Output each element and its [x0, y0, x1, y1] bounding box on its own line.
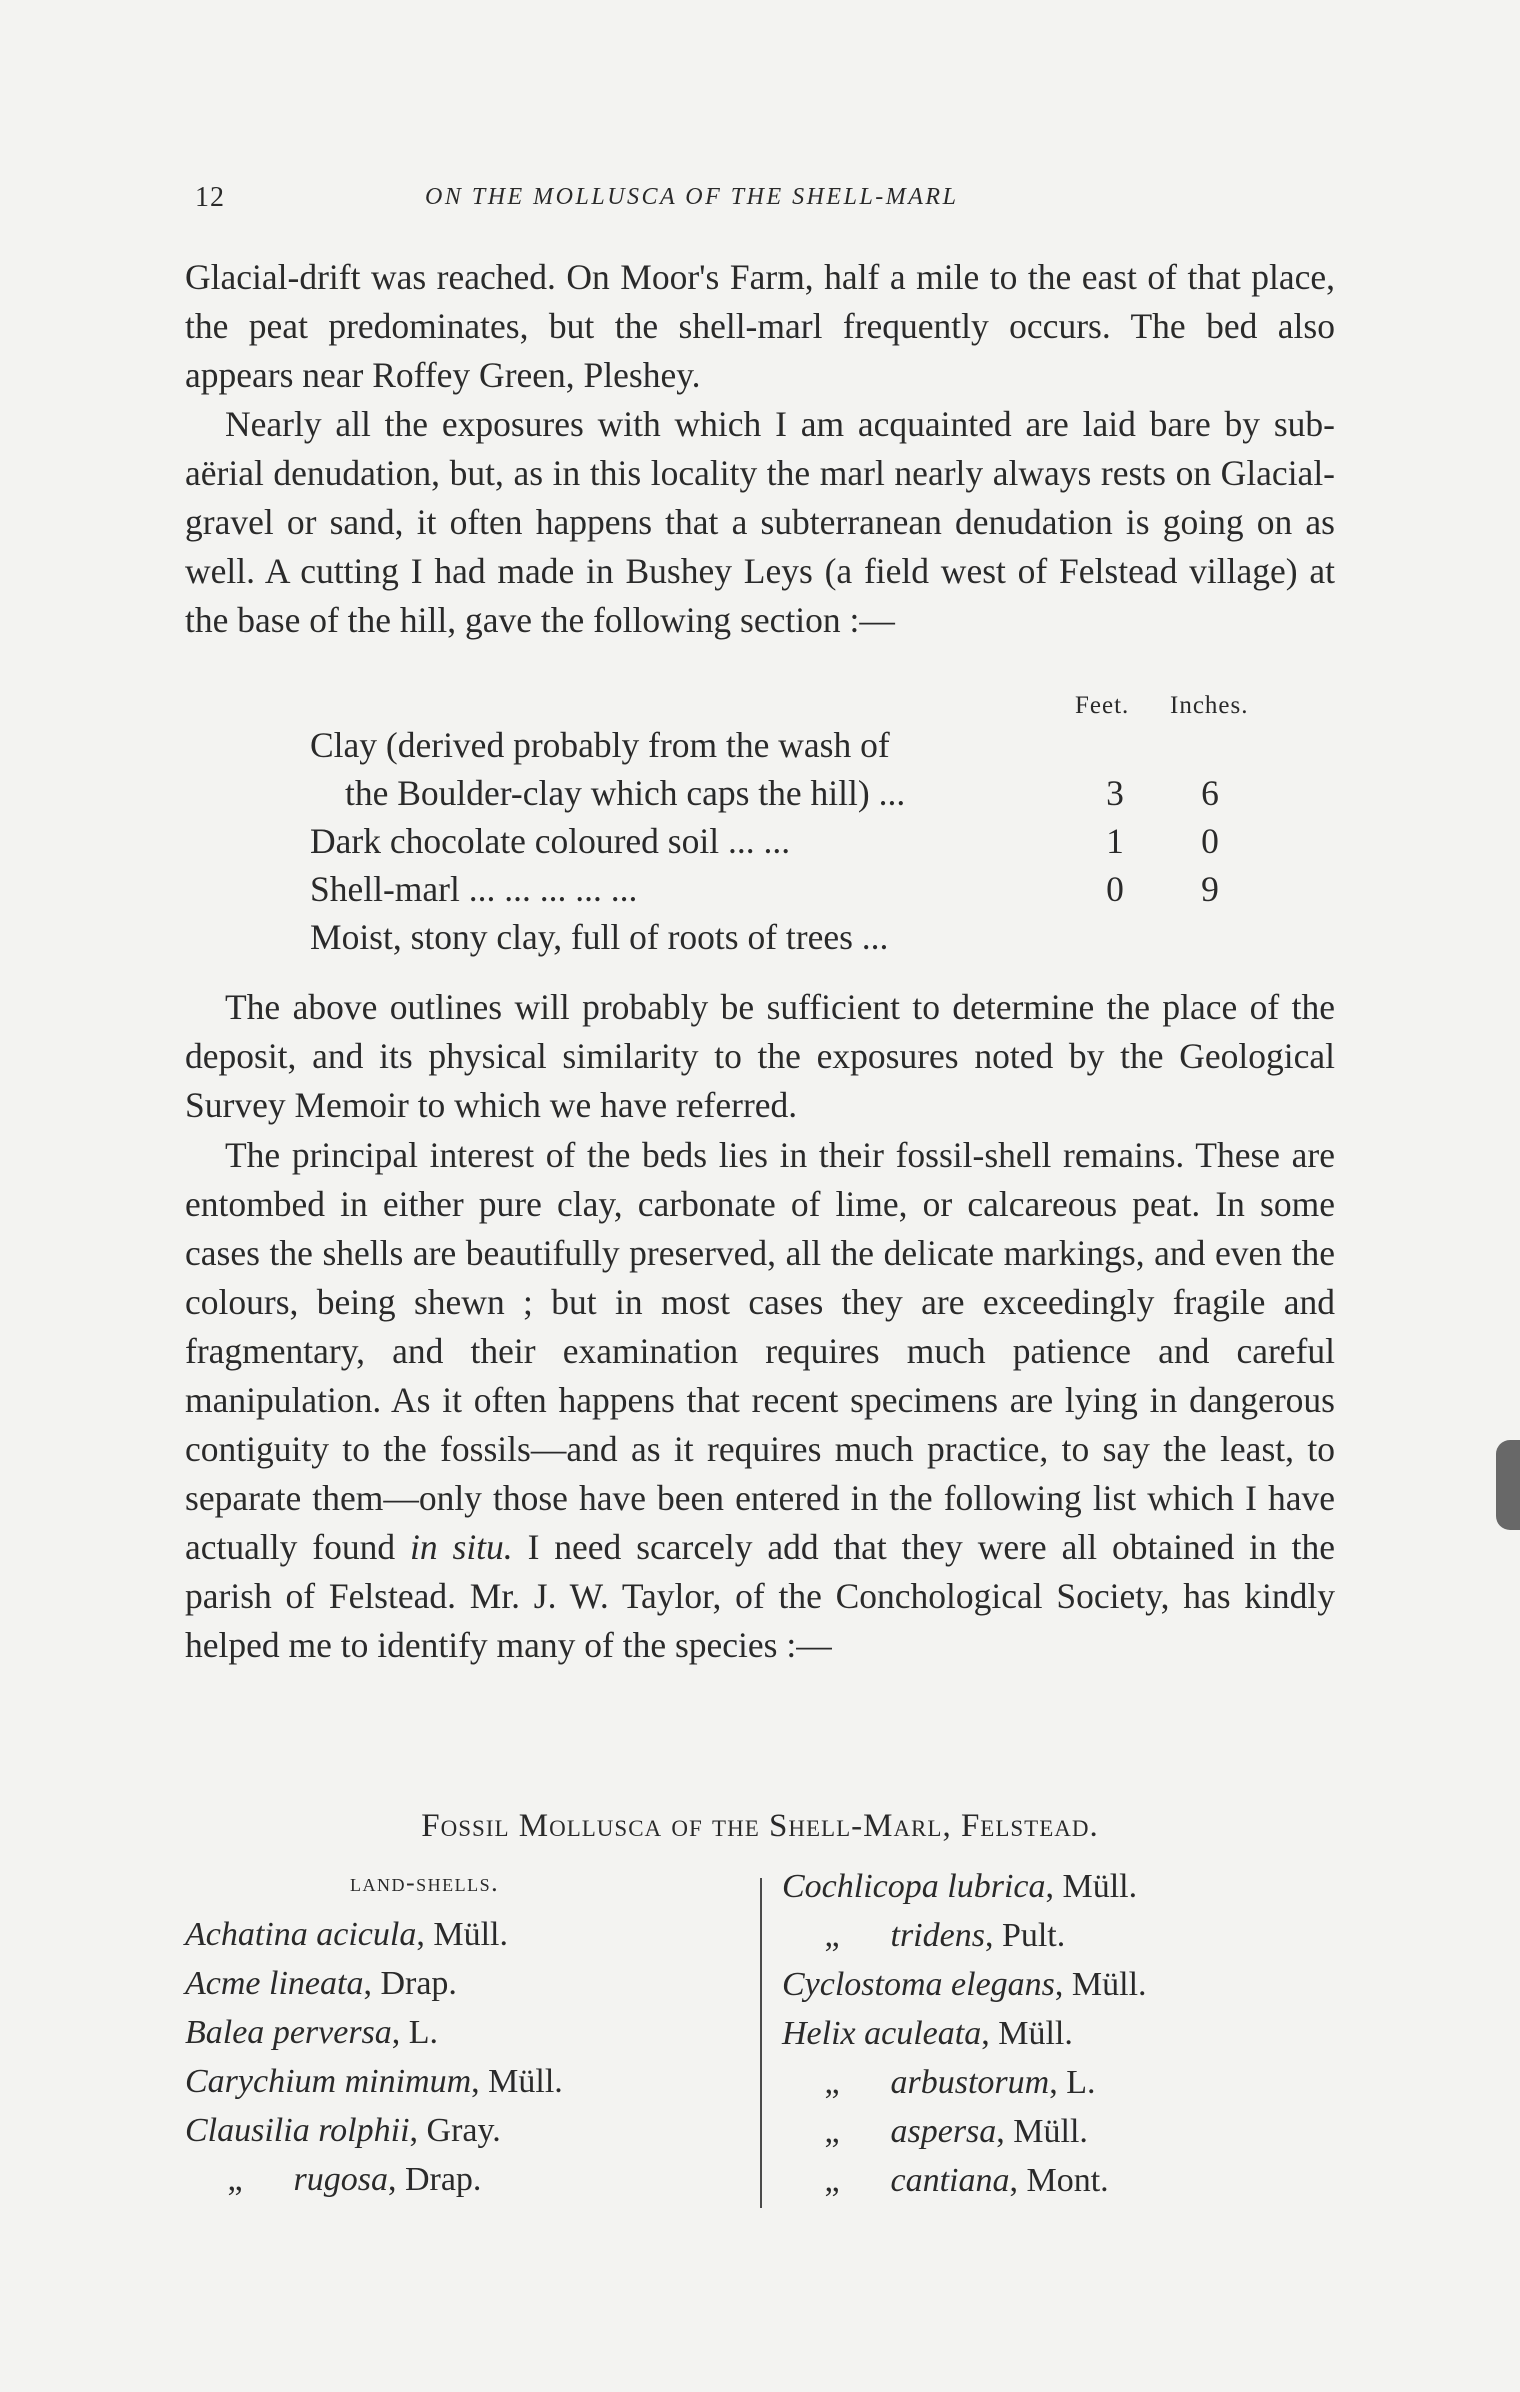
section-label: Clay (derived probably from the wash of	[310, 725, 890, 765]
author: , L.	[391, 2014, 439, 2051]
page-number: 12	[195, 182, 225, 213]
paragraph-text: Nearly all the exposures with which I am acquainted are laid bare by sub-aërial denudation, but, as in this locality the marl nearly always rests on Glacial-gravel or sand, it often happens that a subterranean denudation is going on as well. A cutting I had made in Bushey Leys (a field west of Felstead village) at the base of the hill, gave the following section :—	[185, 404, 1335, 640]
feet-header: Feet.	[1075, 692, 1130, 719]
paragraph	[185, 400, 1335, 645]
section-inches: 6	[1201, 773, 1219, 813]
genus: Balea	[185, 2014, 265, 2051]
paragraph-text: Glacial-drift was reached. On Moor's Farm, half a mile to the east of that place, the peat predominates, but the shell-marl frequently occurs. The bed also appears near Roffey Green, Pleshey.	[185, 257, 1335, 395]
paragraph	[185, 983, 1335, 1130]
epithet: elegans	[951, 1966, 1055, 2003]
epithet: minimum	[344, 2063, 472, 2100]
genus: Achatina	[185, 1916, 308, 1953]
species-entry	[185, 1916, 508, 1964]
epithet: arbustorum	[890, 2064, 1050, 2101]
author: , Müll.	[996, 2113, 1088, 2150]
epithet: lineata	[269, 1965, 364, 2002]
ditto-mark: „	[824, 2162, 840, 2199]
epithet: aspersa	[890, 2113, 997, 2150]
species-entry	[782, 2015, 1073, 2063]
genus: Cochlicopa	[782, 1868, 939, 1905]
species-entry	[782, 1868, 1137, 1916]
species-entry	[185, 2014, 438, 2062]
genus: Cyclostoma	[782, 1966, 943, 2003]
list-heading: land-shells.	[350, 1868, 500, 1897]
epithet: rolphii	[318, 2112, 410, 2149]
column-divider	[760, 1878, 762, 2208]
species-entry	[185, 2063, 563, 2111]
author: , Gray.	[409, 2112, 501, 2149]
section-row	[185, 772, 1335, 820]
epithet: cantiana	[890, 2162, 1010, 2199]
section-feet: 0	[1106, 869, 1124, 909]
ditto-mark: „	[227, 2161, 243, 2198]
author: , Müll.	[471, 2063, 563, 2100]
epithet: tridens	[890, 1917, 985, 1954]
section-inches: 0	[1201, 821, 1219, 861]
paragraph	[185, 253, 1335, 400]
epithet: lubrica	[947, 1868, 1046, 1905]
genus: Acme	[185, 1965, 261, 2002]
species-entry	[782, 1966, 1147, 2014]
species-entry	[782, 2064, 1095, 2112]
author: , L.	[1049, 2064, 1096, 2101]
section-label: Shell-marl ... ... ... ... ...	[310, 869, 638, 909]
species-entry	[185, 2161, 481, 2209]
author: , Müll.	[981, 2015, 1073, 2052]
epithet: rugosa	[293, 2161, 388, 2198]
genus: Carychium	[185, 2063, 337, 2100]
species-entry	[185, 2112, 501, 2160]
epithet: acicula	[316, 1916, 417, 1953]
ditto-mark: „	[824, 2064, 840, 2101]
author: , Müll.	[1045, 1868, 1138, 1905]
section-row	[185, 724, 1335, 772]
genus: Clausilia	[185, 2112, 310, 2149]
species-entry	[782, 1917, 1065, 1965]
species-entry	[782, 2162, 1109, 2210]
author: , Müll.	[416, 1916, 508, 1953]
epithet: perversa	[272, 2014, 392, 2051]
section-label: the Boulder-clay which caps the hill) ...	[345, 773, 906, 813]
author: , Drap.	[363, 1965, 457, 2002]
author: , Müll.	[1054, 1966, 1147, 2003]
section-feet: 3	[1106, 773, 1124, 813]
running-title: ON THE MOLLUSCA OF THE SHELL-MARL	[425, 184, 959, 210]
section-label: Moist, stony clay, full of roots of trees ...	[310, 917, 889, 957]
inches-header: Inches.	[1170, 692, 1249, 719]
ditto-mark: „	[824, 1917, 840, 1954]
section-feet: 1	[1106, 821, 1124, 861]
section-inches: 9	[1201, 869, 1219, 909]
species-entry	[185, 1965, 457, 2013]
running-head	[185, 182, 1335, 222]
section-table	[185, 688, 1335, 978]
section-row	[185, 868, 1335, 916]
italic-phrase: in situ.	[409, 1527, 513, 1567]
section-label: Dark chocolate coloured soil ... ...	[310, 821, 791, 861]
author: , Pult.	[984, 1917, 1066, 1954]
epithet: aculeata	[864, 2015, 982, 2052]
ink-blot	[1496, 1440, 1520, 1530]
genus: Helix	[782, 2015, 856, 2052]
paragraph-text: I need scarcely add that they were all obtained in the parish of Felstead. Mr. J. W. Taylor, of the Conchological Society, has kindly helped me to identify many of the species :—	[185, 1527, 1335, 1665]
ditto-mark: „	[824, 2113, 840, 2150]
paragraph	[185, 1131, 1335, 1670]
section-row	[185, 916, 1335, 964]
author: , Drap.	[387, 2161, 482, 2198]
paragraph-text: The principal interest of the beds lies in their fossil-shell remains. These are entombed in either pure clay, carbonate of lime, or calcareous peat. In some cases the shells are beautifully preserved, all the delicate markings, and even the colours, being shewn ; but in most cases they are exceedingly fragile and fragmentary, and their examination requires much patience and careful manipulation. As it often happens that recent specimens are lying in dangerous contiguity to the fossils—and as it requires much practice, to say the least, to separate them—only those have been entered in the following list which I have actually found	[185, 1135, 1335, 1567]
list-title: Fossil Mollusca of the Shell-Marl, Felstead.	[421, 1808, 1099, 1844]
section-row	[185, 820, 1335, 868]
paragraph-text: The above outlines will probably be sufficient to determine the place of the deposit, and its physical similarity to the exposures noted by the Geological Survey Memoir to which we have referred.	[185, 987, 1335, 1125]
species-entry	[782, 2113, 1088, 2161]
author: , Mont.	[1009, 2162, 1109, 2199]
